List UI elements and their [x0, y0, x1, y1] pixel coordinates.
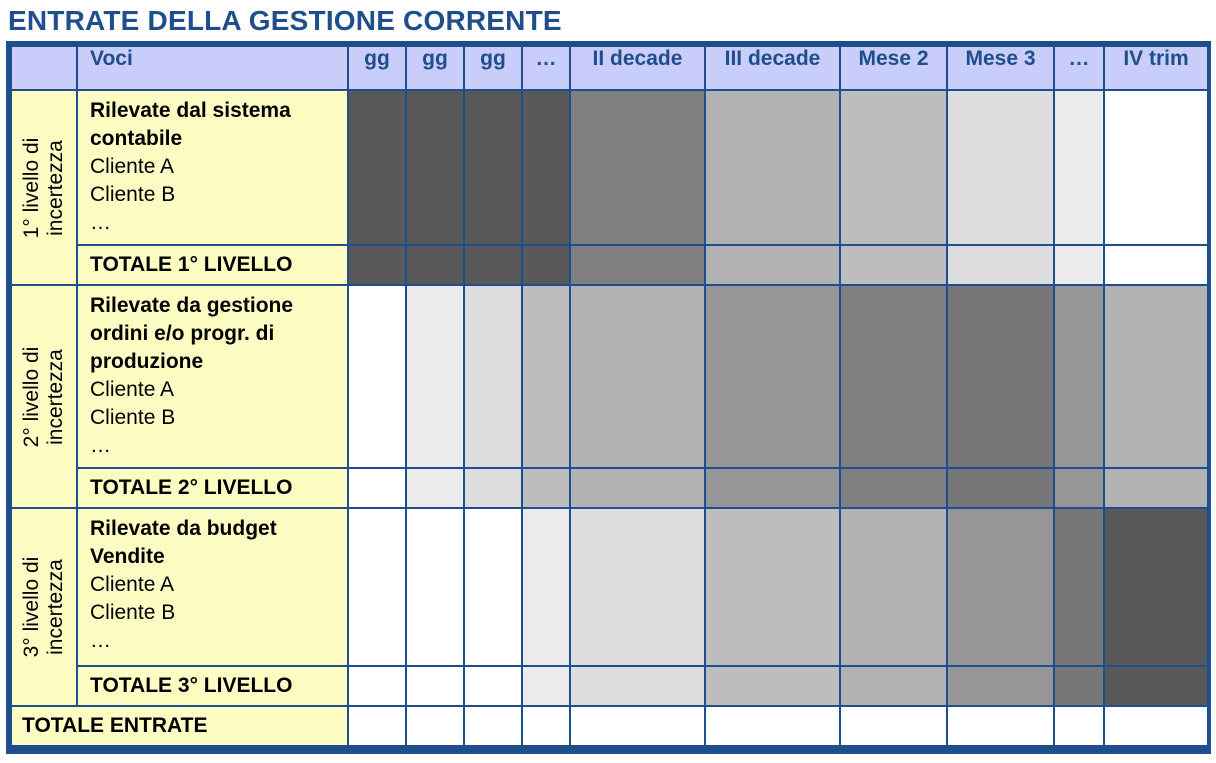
shade-cell: [570, 468, 705, 508]
shade-cell: [348, 468, 406, 508]
list-item: Cliente B: [90, 183, 176, 206]
shade-cell: [464, 666, 522, 706]
shade-cell: [705, 245, 840, 285]
list-item: Cliente A: [90, 573, 175, 596]
header-col: II decade: [570, 46, 705, 90]
list-item: …: [90, 434, 111, 457]
list-item: …: [90, 211, 111, 234]
shade-cell: [406, 666, 464, 706]
shade-cell: [947, 508, 1054, 666]
header-row: [11, 46, 1208, 90]
level-2-total-row: [11, 468, 1208, 508]
level-1-label: 1° livello di incertezza: [11, 90, 77, 285]
level-2-detail-row: [11, 285, 1208, 468]
shade-cell: [1054, 508, 1104, 666]
shade-cell: [705, 468, 840, 508]
shade-cell: [840, 90, 947, 245]
shade-cell: [1054, 666, 1104, 706]
level-2-items: Rilevate da gestione ordini e/o progr. di produzione Cliente A Cliente B …: [77, 285, 348, 468]
shade-cell: [570, 508, 705, 666]
header-col: gg: [348, 46, 406, 90]
level-3-label: 3° livello di incertezza: [11, 508, 77, 706]
empty-cell: [840, 706, 947, 746]
shade-cell: [1104, 90, 1208, 245]
empty-cell: [947, 706, 1054, 746]
shade-cell: [947, 245, 1054, 285]
shade-cell: [570, 666, 705, 706]
shade-cell: [705, 666, 840, 706]
shade-cell: [840, 666, 947, 706]
empty-cell: [570, 706, 705, 746]
header-col: …: [522, 46, 570, 90]
empty-cell: [1104, 706, 1208, 746]
shade-cell: [840, 508, 947, 666]
shade-cell: [1104, 285, 1208, 468]
header-col: gg: [406, 46, 464, 90]
shade-cell: [406, 468, 464, 508]
shade-cell: [1104, 508, 1208, 666]
shade-cell: [947, 666, 1054, 706]
level-3-total-row: [11, 666, 1208, 706]
level-2-label: 2° livello di incertezza: [11, 285, 77, 508]
shade-cell: [464, 508, 522, 666]
shade-cell: [406, 508, 464, 666]
header-col: gg: [464, 46, 522, 90]
empty-cell: [348, 706, 406, 746]
shade-cell: [464, 285, 522, 468]
empty-cell: [705, 706, 840, 746]
shade-cell: [570, 245, 705, 285]
shade-cell: [947, 285, 1054, 468]
shade-cell: [522, 666, 570, 706]
shade-cell: [406, 285, 464, 468]
shade-cell: [1054, 90, 1104, 245]
header-col: III decade: [705, 46, 840, 90]
level-1-total-label: TOTALE 1° LIVELLO: [77, 245, 348, 285]
shade-cell: [348, 508, 406, 666]
cash-inflow-table: [10, 45, 1209, 747]
shade-cell: [522, 508, 570, 666]
list-item: Cliente B: [90, 601, 176, 624]
empty-cell: [406, 706, 464, 746]
grand-total-row: [11, 706, 1208, 746]
shade-cell: [464, 468, 522, 508]
shade-cell: [522, 468, 570, 508]
shade-cell: [406, 245, 464, 285]
empty-cell: [1054, 706, 1104, 746]
list-item: Cliente A: [90, 155, 175, 178]
level-2-total-label: TOTALE 2° LIVELLO: [77, 468, 348, 508]
shade-cell: [705, 285, 840, 468]
level-3-detail-row: [11, 508, 1208, 666]
header-col: IV trim: [1104, 46, 1208, 90]
shade-cell: [348, 245, 406, 285]
shade-cell: [1054, 245, 1104, 285]
level-1-detail-row: [11, 90, 1208, 245]
level-1-items: Rilevate dal sistema contabile Cliente A Cliente B …: [77, 90, 348, 245]
shade-cell: [705, 508, 840, 666]
header-col: …: [1054, 46, 1104, 90]
shade-cell: [570, 90, 705, 245]
shade-cell: [522, 90, 570, 245]
level-3-items: Rilevate da budget Vendite Cliente A Cliente B …: [77, 508, 348, 666]
shade-cell: [348, 666, 406, 706]
shade-cell: [522, 245, 570, 285]
shade-cell: [947, 468, 1054, 508]
empty-cell: [522, 706, 570, 746]
shade-cell: [464, 245, 522, 285]
shade-cell: [464, 90, 522, 245]
shade-cell: [1104, 245, 1208, 285]
shade-cell: [570, 285, 705, 468]
grand-total-label: TOTALE ENTRATE: [11, 706, 348, 746]
shade-cell: [840, 245, 947, 285]
shade-cell: [840, 468, 947, 508]
shade-cell: [705, 90, 840, 245]
shade-cell: [522, 285, 570, 468]
list-item: Cliente B: [90, 406, 176, 429]
page-title: ENTRATE DELLA GESTIONE CORRENTE: [8, 5, 562, 36]
shade-cell: [1054, 468, 1104, 508]
shade-cell: [348, 285, 406, 468]
header-voci: Voci: [77, 46, 348, 90]
shade-cell: [1054, 285, 1104, 468]
level-1-total-row: [11, 245, 1208, 285]
header-col: Mese 2: [840, 46, 947, 90]
corner-cell: [11, 46, 77, 90]
empty-cell: [464, 706, 522, 746]
list-item: Cliente A: [90, 378, 175, 401]
shade-cell: [406, 90, 464, 245]
shade-cell: [1104, 468, 1208, 508]
shade-cell: [1104, 666, 1208, 706]
level-3-total-label: TOTALE 3° LIVELLO: [77, 666, 348, 706]
header-col: Mese 3: [947, 46, 1054, 90]
list-item: …: [90, 629, 111, 652]
shade-cell: [840, 285, 947, 468]
shade-cell: [947, 90, 1054, 245]
shade-cell: [348, 90, 406, 245]
